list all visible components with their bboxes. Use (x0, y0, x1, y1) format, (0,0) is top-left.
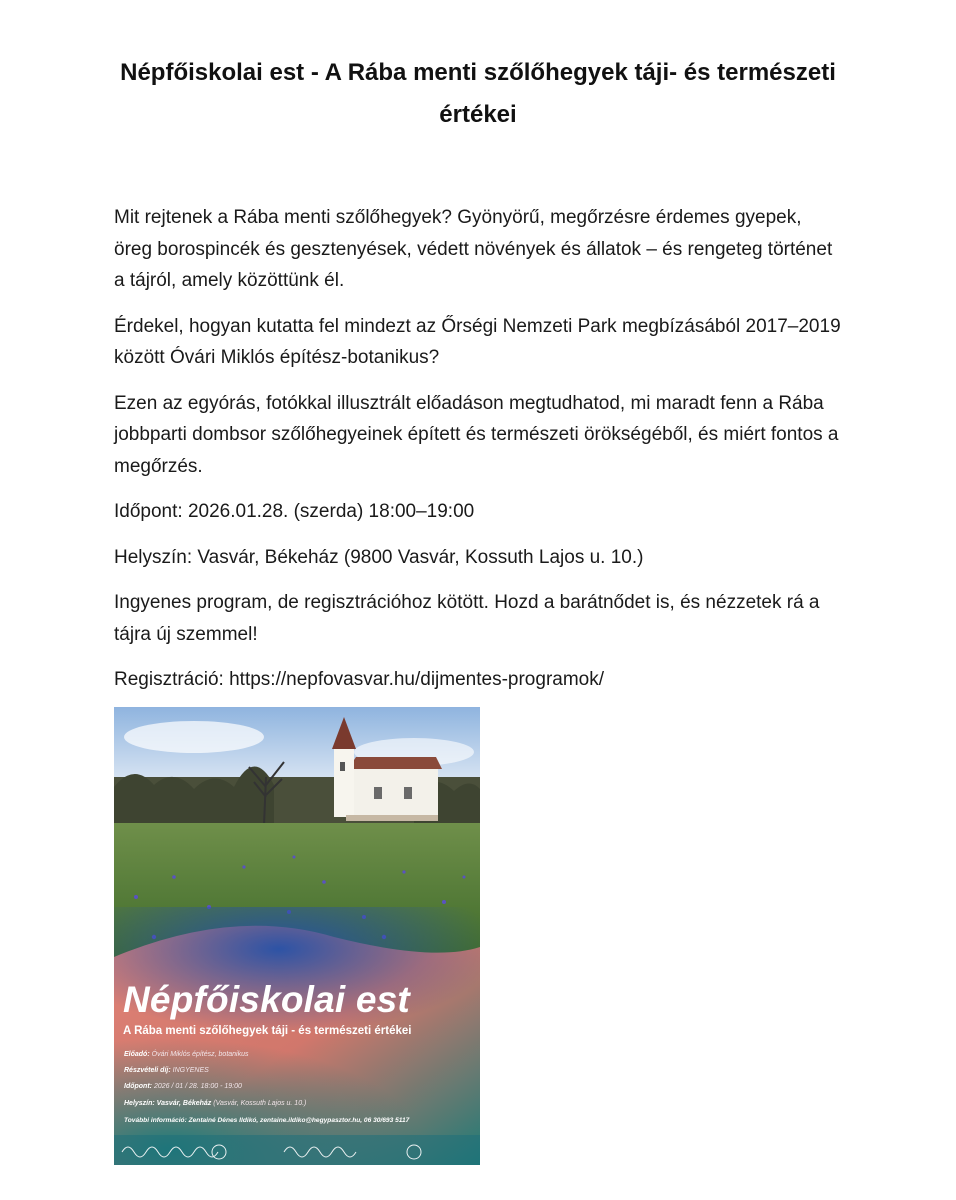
poster-location-label: Helyszín: Vasvár, Békeház (124, 1100, 212, 1107)
intro-paragraph: Mit rejtenek a Rába menti szőlőhegyek? Gyönyörű, megőrzésre érdemes gyepek, öreg borospincék és gesztenyések, védett növények és állatok – és rengeteg történet a tájról, amely közöttünk él. (114, 207, 833, 291)
research-paragraph: Érdekel, hogyan kutatta fel mindezt az Őrségi Nemzeti Park megbízásából 2017–2019 között Óvári Miklós építész-botanikus? (114, 315, 841, 368)
article-body (114, 202, 844, 710)
poster-time (124, 1083, 242, 1090)
poster-presenter-label: Előadó: (124, 1051, 150, 1058)
poster-presenter-value: Óvári Miklós építész, botanikus (151, 1051, 249, 1058)
poster-location (124, 1100, 306, 1107)
event-poster (114, 707, 480, 1165)
poster-time-label: Időpont: (124, 1083, 152, 1090)
poster-subtitle: A Rába menti szőlőhegyek táji - és természeti értékei (123, 1025, 412, 1037)
poster-fee-label: Részvételi díj: (124, 1067, 171, 1074)
free-program-note: Ingyenes program, de regisztrációhoz kötött. Hozd a barátnődet is, és nézzetek rá a tájra új szemmel! (114, 592, 820, 645)
event-time: Időpont: 2026.01.28. (szerda) 18:00–19:00 (114, 501, 475, 522)
poster-time-value: 2026 / 01 / 28. 18:00 - 19:00 (153, 1083, 242, 1090)
event-location: Helyszín: Vasvár, Békeház (9800 Vasvár, Kossuth Lajos u. 10.) (114, 546, 644, 568)
poster-presenter (124, 1051, 249, 1058)
poster-fee-value: INGYENES (172, 1067, 209, 1074)
poster-location-value: (Vasvár, Kossuth Lajos u. 10.) (213, 1100, 307, 1107)
poster-contact-label: További információ: Zentainé Dénes Ildikó, zentaine.ildiko@hegypasztor.hu, 06 30/693 5117 (124, 1117, 410, 1124)
poster-contact (124, 1117, 409, 1124)
poster-title: Népfőiskolai est (123, 979, 410, 1020)
poster-illustration (114, 707, 480, 1165)
registration-link[interactable]: Regisztráció: https://nepfovasvar.hu/dijmentes-programok/ (114, 669, 605, 690)
lecture-paragraph: Ezen az egyórás, fotókkal illusztrált előadáson megtudhatod, mi maradt fenn a Rába jobbparti dombsor szőlőhegyeinek épített és természeti örökségéből, és miért fontos a megőrzés. (114, 392, 839, 477)
poster-fee (124, 1067, 209, 1074)
page-title: Népfőiskolai est - A Rába menti szőlőhegyek táji- és természeti értékei (120, 59, 836, 128)
